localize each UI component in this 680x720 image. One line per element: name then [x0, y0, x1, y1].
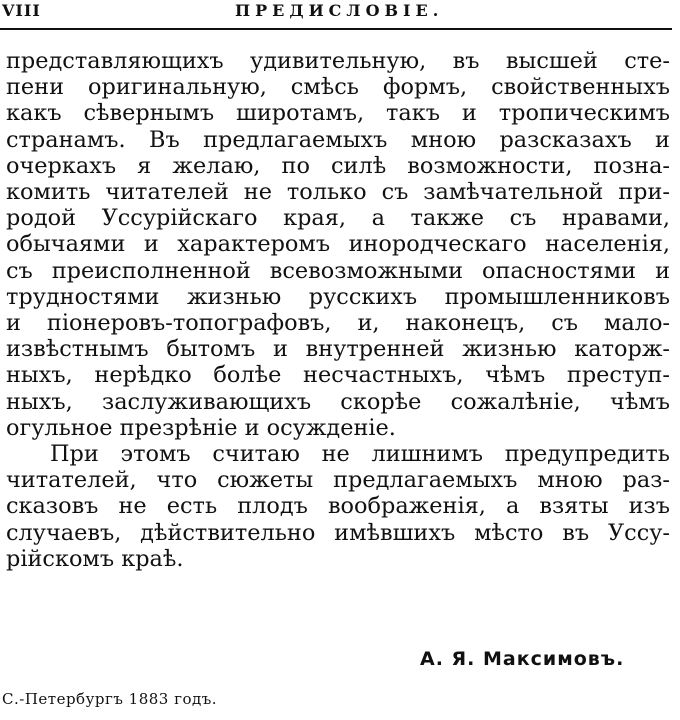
text-line: странамъ. Въ предлагаемыхъ мною разсказахъ и [6, 126, 670, 153]
text-line-paragraph-end: огульное презрѣніе и осужденіе. [6, 414, 396, 441]
place-date: С.-Петербургъ 1883 годъ. [2, 690, 218, 708]
text-line: ныхъ, заслуживающихъ скорѣе сожалѣніе, чѣмъ [6, 388, 670, 415]
text-line-paragraph-start: При этомъ считаю не лишнимъ предупредить [50, 441, 670, 468]
text-line: комить читателей не только съ замѣчательной при- [6, 179, 670, 206]
text-line: и піонеровъ-топографовъ, и, наконецъ, съ мало- [6, 310, 670, 337]
text-line: съ преисполненной всевозможными опасностями и [6, 257, 670, 284]
text-line: ныхъ, нерѣдко болѣе несчастныхъ, чѣмъ преступ- [6, 362, 670, 389]
text-line-paragraph-end: рійскомъ краѣ. [6, 545, 184, 572]
text-line: очеркахъ я желаю, по силѣ возможности, позна- [6, 152, 670, 179]
preface-text [6, 48, 670, 572]
text-line: читателей, что сюжеты предлагаемыхъ мною раз- [6, 467, 670, 494]
text-line: сказовъ не есть плодъ воображенія, а взяты изъ [6, 493, 670, 520]
text-line: трудностями жизнью русскихъ промышленниковъ [6, 283, 670, 310]
page-number: VIII [2, 1, 41, 20]
text-line: пени оригинальную, смѣсь формъ, свойственныхъ [6, 74, 670, 101]
text-line: родой Уссурійскаго края, а также съ нравами, [6, 205, 670, 232]
page-header [0, 0, 672, 30]
text-line: обычаями и характеромъ инородческаго населенія, [6, 231, 670, 258]
text-line: извѣстнымъ бытомъ и внутренней жизнью каторж- [6, 336, 670, 363]
text-line: какъ сѣвернымъ широтамъ, такъ и тропическимъ [6, 100, 670, 127]
text-line: представляющихъ удивительную, въ высшей сте- [6, 48, 670, 74]
text-line: случаевъ, дѣйствительно имѣвшихъ мѣсто въ Уссу- [6, 519, 670, 546]
running-title: ПРЕДИСЛОВІЕ. [235, 1, 444, 20]
author-signature: А. Я. Максимовъ. [420, 648, 625, 670]
